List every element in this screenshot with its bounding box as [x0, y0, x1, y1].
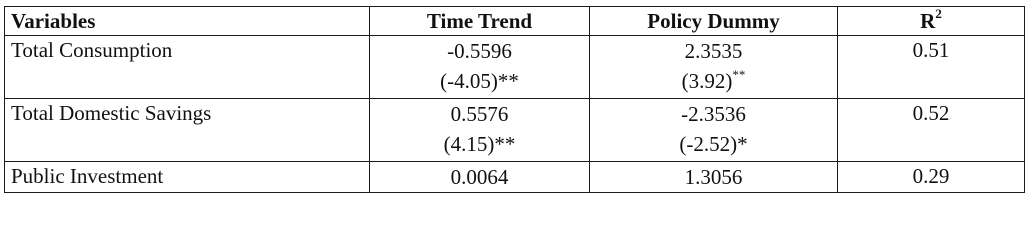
significance-marker: ** [732, 67, 746, 82]
header-r-squared [838, 7, 1025, 36]
regression-results-table [4, 6, 1025, 193]
policy-dummy-cell [590, 162, 838, 193]
t-statistic: (-2.52)* [679, 132, 748, 156]
time-trend-cell [370, 162, 590, 193]
table-row [5, 36, 1025, 99]
policy-dummy-cell [590, 99, 838, 162]
regression-table-container [4, 6, 1024, 193]
coefficient-value: 2.3535 [684, 39, 743, 63]
time-trend-cell [370, 36, 590, 99]
coefficient-value: 0.5576 [450, 102, 509, 126]
coefficient-value: -2.3536 [681, 102, 746, 126]
r-squared-cell: 0.51 [838, 36, 1025, 99]
t-statistic-wrap [590, 66, 837, 96]
table-row [5, 99, 1025, 162]
t-statistic: (3.92) [681, 69, 733, 93]
variable-cell: Total Consumption [5, 36, 370, 99]
t-statistic: (-4.05)** [440, 69, 519, 93]
time-trend-cell [370, 99, 590, 162]
variable-cell: Total Domestic Savings [5, 99, 370, 162]
table-header-row [5, 7, 1025, 36]
coefficient-value: -0.5596 [447, 39, 512, 63]
policy-dummy-cell [590, 36, 838, 99]
header-policy-dummy: Policy Dummy [590, 7, 838, 36]
r-squared-cell: 0.52 [838, 99, 1025, 162]
t-statistic: (4.15)** [443, 132, 516, 156]
r-squared-cell: 0.29 [838, 162, 1025, 193]
variable-cell: Public Investment [5, 162, 370, 193]
r-symbol: R [920, 9, 936, 33]
squared-superscript: 2 [935, 6, 942, 21]
table-row [5, 162, 1025, 193]
coefficient-value: 1.3056 [684, 165, 743, 189]
header-time-trend: Time Trend [370, 7, 590, 36]
header-variables: Variables [5, 7, 370, 36]
coefficient-value: 0.0064 [450, 165, 509, 189]
